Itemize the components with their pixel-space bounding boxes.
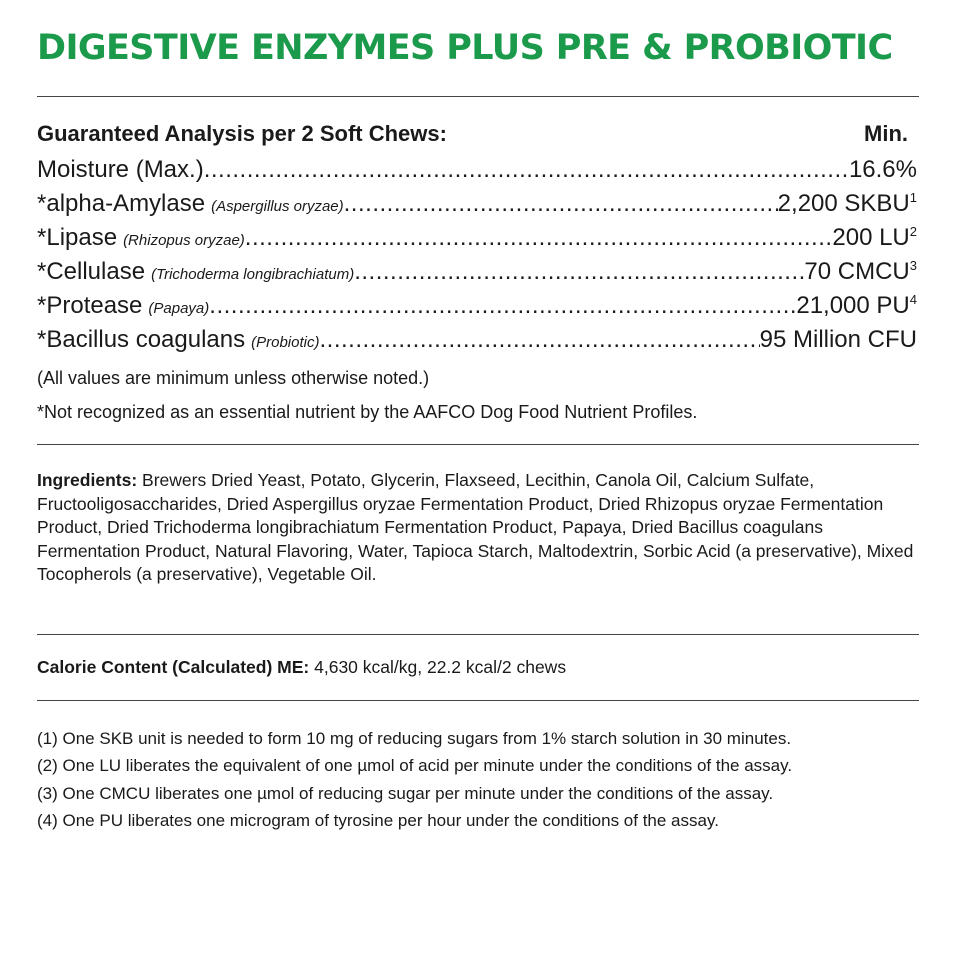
- nutrient-name: *Protease: [37, 292, 143, 319]
- calorie-label: Calorie Content (Calculated) ME:: [37, 657, 310, 677]
- leader-dots: [354, 255, 804, 289]
- nutrient-source: (Rhizopus oryzae): [123, 232, 245, 249]
- divider: [37, 444, 919, 445]
- footnote-marker: 1: [909, 190, 917, 205]
- footnote-2: (2) One LU liberates the equivalent of one µmol of acid per minute under the conditions of the assay.: [37, 756, 793, 775]
- nutrient-name: *alpha-Amylase: [37, 190, 206, 217]
- nutrient-source: (Trichoderma longibrachiatum): [151, 266, 355, 283]
- nutrient-value: 16.6%: [848, 156, 917, 183]
- analysis-row-moisture: [37, 153, 917, 187]
- ingredients-list: Brewers Dried Yeast, Potato, Glycerin, Flaxseed, Lecithin, Canola Oil, Calcium Sulfate, Fructooligosaccharides, Dried Aspergillus oryzae Fermentation Product, Dried Rhizopus oryzae Fermentation Product, Dried Trichoderma longibrachiatum Fermentation Product, Papaya, Dried Bacillus coagulans Fermentation Product, Natural Flavoring, Water, Tapioca Starch, Maltodextrin, Sorbic Acid (a preservative), Mixed Tocopherols (a preservative), Vegetable Oil.: [37, 470, 914, 585]
- divider: [37, 700, 919, 701]
- label-panel: [37, 0, 919, 970]
- leader-dots: [344, 187, 778, 221]
- calorie-content: [37, 656, 917, 680]
- leader-dots: [319, 323, 759, 357]
- footnote-3: (3) One CMCU liberates one µmol of reducing sugar per minute under the conditions of the assay.: [37, 784, 774, 803]
- analysis-row-cellulase: [37, 255, 917, 289]
- divider: [37, 634, 919, 635]
- minimum-values-note: (All values are minimum unless otherwise noted.): [37, 368, 430, 388]
- analysis-row-alpha-amylase: [37, 187, 917, 221]
- footnote-marker: 3: [909, 258, 917, 273]
- nutrient-source: (Probiotic): [251, 334, 320, 351]
- ingredients-paragraph: [37, 469, 917, 587]
- footnote-1: (1) One SKB unit is needed to form 10 mg of reducing sugars from 1% starch solution in 30 minutes.: [37, 729, 792, 748]
- nutrient-value: 2,200 SKBU$^1$: [777, 190, 917, 217]
- divider: [37, 96, 919, 97]
- footnote-marker: 4: [909, 292, 917, 307]
- footnote-4: (4) One PU liberates one microgram of tyrosine per hour under the conditions of the assay.: [37, 811, 719, 830]
- analysis-row-lipase: [37, 221, 917, 255]
- leader-dots: [204, 153, 849, 187]
- leader-dots: [245, 221, 833, 255]
- nutrient-value: 70 CMCU$^3$: [804, 258, 917, 285]
- calorie-value: 4,630 kcal/kg, 22.2 kcal/2 chews: [314, 657, 567, 677]
- analysis-row-protease: [37, 289, 917, 323]
- ingredients-label: Ingredients:: [37, 470, 138, 490]
- guaranteed-analysis-header: [37, 118, 919, 150]
- nutrient-source: (Papaya): [148, 300, 210, 317]
- nutrient-name: Moisture (Max.): [37, 156, 204, 183]
- leader-dots: [209, 289, 796, 323]
- product-title: DIGESTIVE ENZYMES PLUS PRE & PROBIOTIC: [37, 28, 893, 68]
- footnote-marker: 2: [909, 224, 917, 239]
- nutrient-value: 21,000 $PU^4$: [796, 292, 917, 319]
- min-column-label: Min.: [864, 121, 908, 146]
- nutrient-name: *Bacillus coagulans: [37, 326, 246, 353]
- nutrient-source: (Aspergillus oryzae): [211, 198, 344, 215]
- guaranteed-analysis-heading: Guaranteed Analysis per 2 Soft Chews:: [37, 121, 447, 146]
- analysis-row-bacillus-coagulans: [37, 323, 917, 357]
- nutrient-value: 200 $LU^2$: [832, 224, 917, 251]
- nutrient-value: 95 Million CFU: [759, 326, 917, 353]
- aafco-note: *Not recognized as an essential nutrient by the AAFCO Dog Food Nutrient Profiles.: [37, 402, 698, 422]
- nutrient-name: *Cellulase: [37, 258, 146, 285]
- nutrient-name: *Lipase: [37, 224, 118, 251]
